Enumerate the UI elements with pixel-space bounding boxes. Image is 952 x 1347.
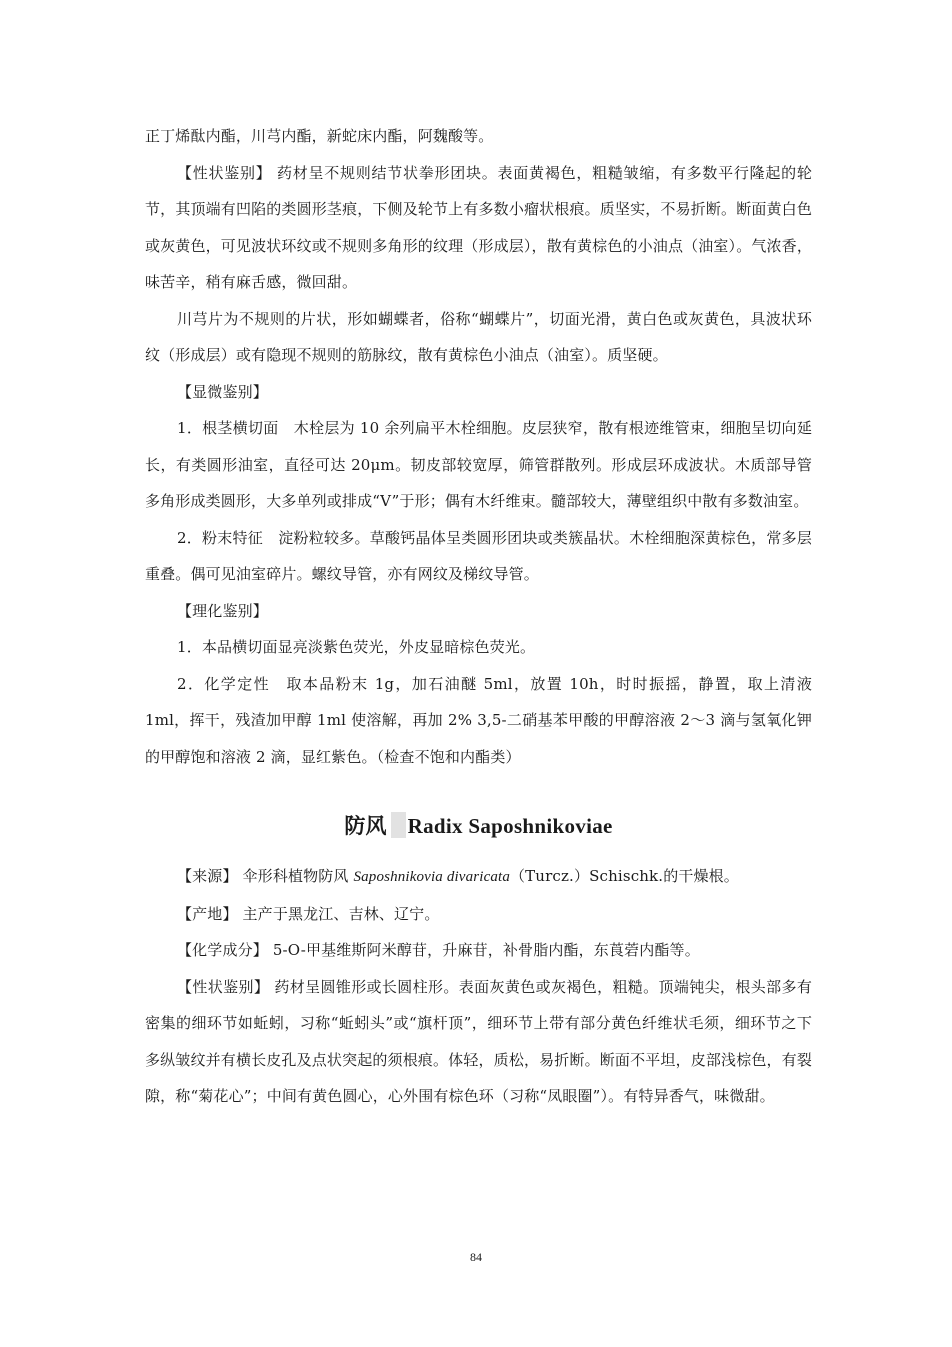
paragraph-source	[145, 858, 812, 896]
paragraph-top-8	[145, 666, 812, 776]
source-text-post: （Turcz.）Schischk.的干燥根。	[510, 867, 739, 885]
paragraph-text: 药材呈不规则结节状拳形团块。表面黄褐色，粗糙皱缩，有多数平行隆起的轮节，其顶端有凹陷的类圆形茎痕，下侧及轮节上有多数小瘤状根痕。质坚实，不易折断。断面黄白色或灰黄色，可见波状环纹或不规则多角形的纹理（形成层），散有黄棕色的小油点（油室）。气浓香，味苦辛，稍有麻舌感，微回甜。	[145, 163, 812, 291]
page-number: 84	[470, 1250, 482, 1264]
paragraph-text: 主产于黑龙江、吉林、辽宁。	[237, 904, 440, 923]
paragraph-bottom-1	[145, 932, 812, 969]
section-title	[145, 810, 812, 842]
paragraph-top-2	[145, 301, 812, 374]
paragraph-top-4	[145, 410, 812, 520]
paragraph-text: 5-O-甲基维斯阿米醇苷，升麻苷，补骨脂内酯，东莨菪内酯等。	[267, 941, 700, 959]
section-title-latin: Radix Saposhnikoviae	[407, 814, 613, 838]
paragraph-label: 【来源】	[177, 867, 238, 885]
paragraph-top-5	[145, 520, 812, 593]
page-content	[145, 118, 812, 1115]
paragraph-bottom-0	[145, 896, 812, 933]
paragraph-text: 1．根茎横切面 木栓层为 10 余列扁平木栓细胞。皮层狭窄，散有根迹维管束，细胞呈切向延长，有类圆形油室，直径可达 20μm。韧皮部较宽厚，筛管群散列。形成层环成波状。木质部导管多角形成类圆形，大多单列或排成“V”于形；偶有木纤维束。髓部较大，薄壁组织中散有多数油室。	[145, 419, 812, 510]
paragraph-text: 2．粉末特征 淀粉粒较多。草酸钙晶体呈类圆形团块或类簇晶状。木栓细胞深黄棕色，常多层重叠。偶可见油室碎片。螺纹导管，亦有网纹及梯纹导管。	[145, 528, 812, 583]
paragraph-text: 正丁烯酞内酯，川芎内酯，新蛇床内酯，阿魏酸等。	[145, 127, 494, 145]
source-latin-name: Saposhnikovia divaricata	[353, 869, 510, 885]
section-title-chinese: 防风	[344, 814, 387, 838]
paragraph-label: 【性状鉴别】	[177, 977, 270, 996]
source-text-pre: 伞形科植物防风	[237, 867, 354, 885]
paragraph-label: 【产地】	[177, 904, 238, 923]
paragraph-label: 【理化鉴别】	[177, 601, 268, 620]
paragraph-label: 【性状鉴别】	[177, 163, 272, 182]
title-spacer-box	[391, 812, 406, 838]
paragraph-text: 1．本品横切面显亮淡紫色荧光，外皮显暗棕色荧光。	[177, 638, 536, 656]
paragraph-top-3	[145, 374, 812, 411]
paragraph-top-7	[145, 629, 812, 666]
paragraph-label: 【显微鉴别】	[177, 382, 268, 401]
paragraph-bottom-2	[145, 969, 812, 1115]
paragraph-text: 2．化学定性 取本品粉末 1g，加石油醚 5ml，放置 10h，时时振摇，静置，取上清液 1ml，挥干，残渣加甲醇 1ml 使溶解，再加 2% 3,5-二硝基苯甲酸的甲醇溶液 2～3 滴与氢氧化钾的甲醇饱和溶液 2 滴，显红紫色。（检查不饱和内酯类）	[145, 674, 812, 766]
paragraph-top-6	[145, 593, 812, 630]
paragraph-text: 药材呈圆锥形或长圆柱形。表面灰黄色或灰褐色，粗糙。顶端钝尖，根头部多有密集的细环节如蚯蚓，习称“蚯蚓头”或“旗杆顶”，细环节上带有部分黄色纤维状毛须，细环节之下多纵皱纹并有横长皮孔及点状突起的须根痕。体轻，质松，易折断。断面不平坦，皮部浅棕色，有裂隙，称“菊花心”；中间有黄色圆心，心外围有棕色环（习称“凤眼圈”）。有特异香气，味微甜。	[145, 977, 813, 1105]
paragraph-label: 【化学成分】	[177, 941, 268, 959]
paragraph-top-1	[145, 155, 812, 301]
paragraph-top-0	[145, 118, 812, 155]
paragraph-text: 川芎片为不规则的片状，形如蝴蝶者，俗称“蝴蝶片”，切面光滑，黄白色或灰黄色，具波状环纹（形成层）或有隐现不规则的筋脉纹，散有黄棕色小油点（油室）。质坚硬。	[145, 309, 812, 364]
